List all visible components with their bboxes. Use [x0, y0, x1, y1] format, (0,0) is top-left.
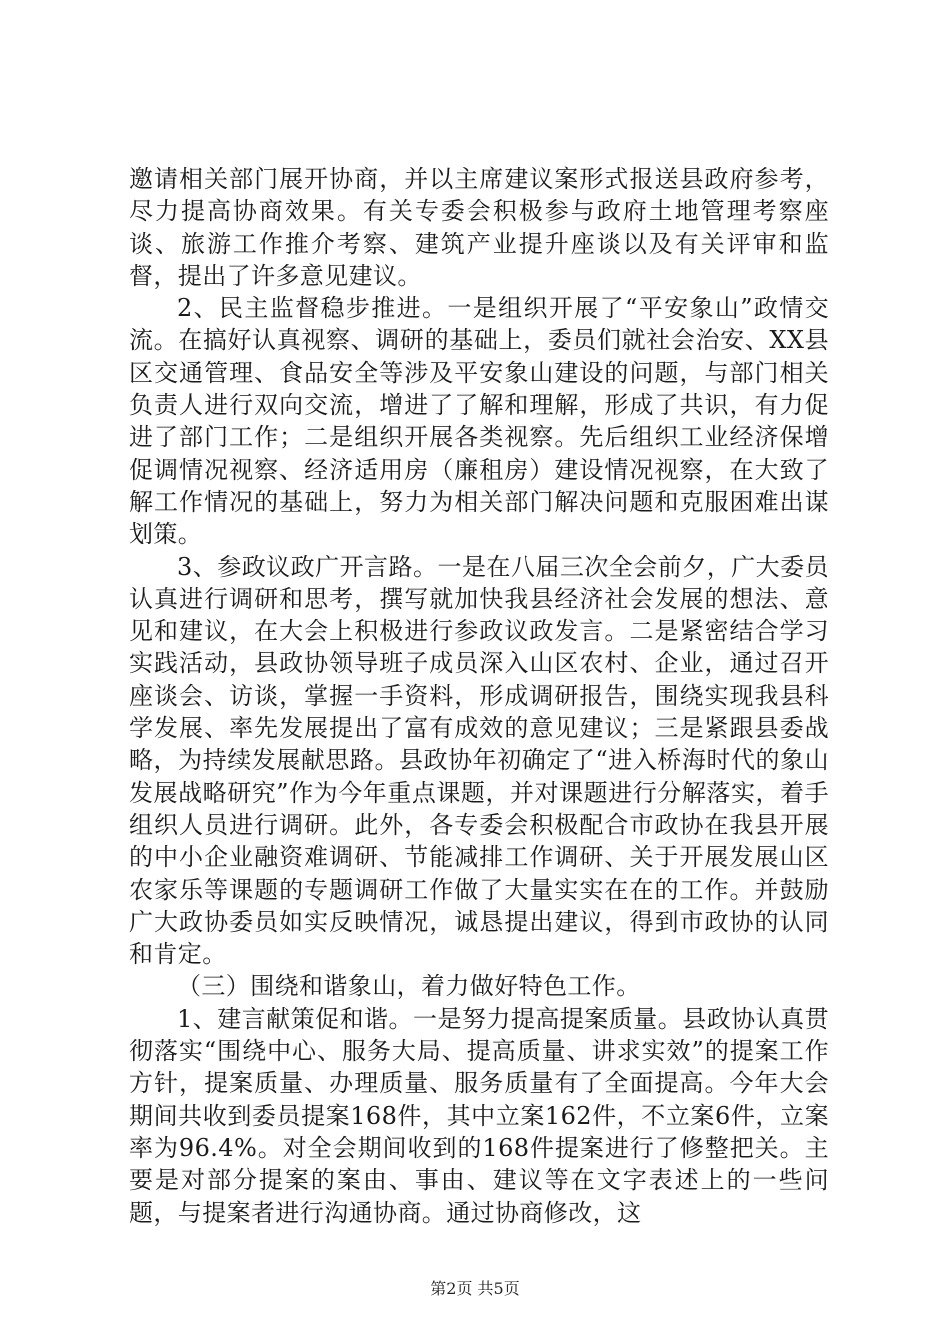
page-footer — [0, 1276, 950, 1299]
paragraph-4: 1、建言献策促和谐。一是努力提高提案质量。县政协认真贯彻落实“围绕中心、服务大局、提高质量、讲求实效”的提案工作方针，提案质量、办理质量、服务质量有了全面提高。今年大会期间共收到委员提案168件，其中立案162件，不立案6件，立案率为96.4%。对全会期间收到的168件提案进行了修整把关。主要是对部分提案的案由、事由、建议等在文字表述上的一些问题，与提案者进行沟通协商。通过协商修改，这 — [129, 1004, 829, 1227]
page-number: 第2页 共5页 — [430, 1279, 520, 1298]
paragraph-3: 3、参政议政广开言路。一是在八届三次全会前夕，广大委员认真进行调研和思考，撰写就加快我县经济社会发展的想法、意见和建议，在大会上积极进行参政议政发言。二是紧密结合学习实践活动，县政协领导班子成员深入山区农村、企业，通过召开座谈会、访谈，掌握一手资料，形成调研报告，围绕实现我县科学发展、率先发展提出了富有成效的意见建议；三是紧跟县委战略，为持续发展献思路。县政协年初确定了“进入桥海时代的象山发展战略研究”作为今年重点课题，并对课题进行分解落实，着手组织人员进行调研。此外，各专委会积极配合市政协在我县开展的中小企业融资难调研、节能减排工作调研、关于开展发展山区农家乐等课题的专题调研工作做了大量实实在在的工作。并鼓励广大政协委员如实反映情况，诚恳提出建议，得到市政协的认同和肯定。 — [129, 552, 829, 969]
paragraph-2: 2、民主监督稳步推进。一是组织开展了“平安象山”政情交流。在搞好认真视察、调研的基础上，委员们就社会治安、XX县区交通管理、食品安全等涉及平安象山建设的问题，与部门相关负责人进行双向交流，增进了了解和理解，形成了共识，有力促进了部门工作；二是组织开展各类视察。先后组织工业经济保增促调情况视察、经济适用房（廉租房）建设情况视察，在大致了解工作情况的基础上，努力为相关部门解决问题和克服困难出谋划策。 — [129, 294, 829, 549]
paragraph-1: 邀请相关部门展开协商，并以主席建议案形式报送县政府参考，尽力提高协商效果。有关专委会积极参与政府土地管理考察座谈、旅游工作推介考察、建筑产业提升座谈以及有关评审和监督，提出了许多意见建议。 — [129, 165, 829, 290]
document-body — [129, 163, 829, 1229]
section-heading: （三）围绕和谐象山，着力做好特色工作。 — [177, 972, 641, 1001]
